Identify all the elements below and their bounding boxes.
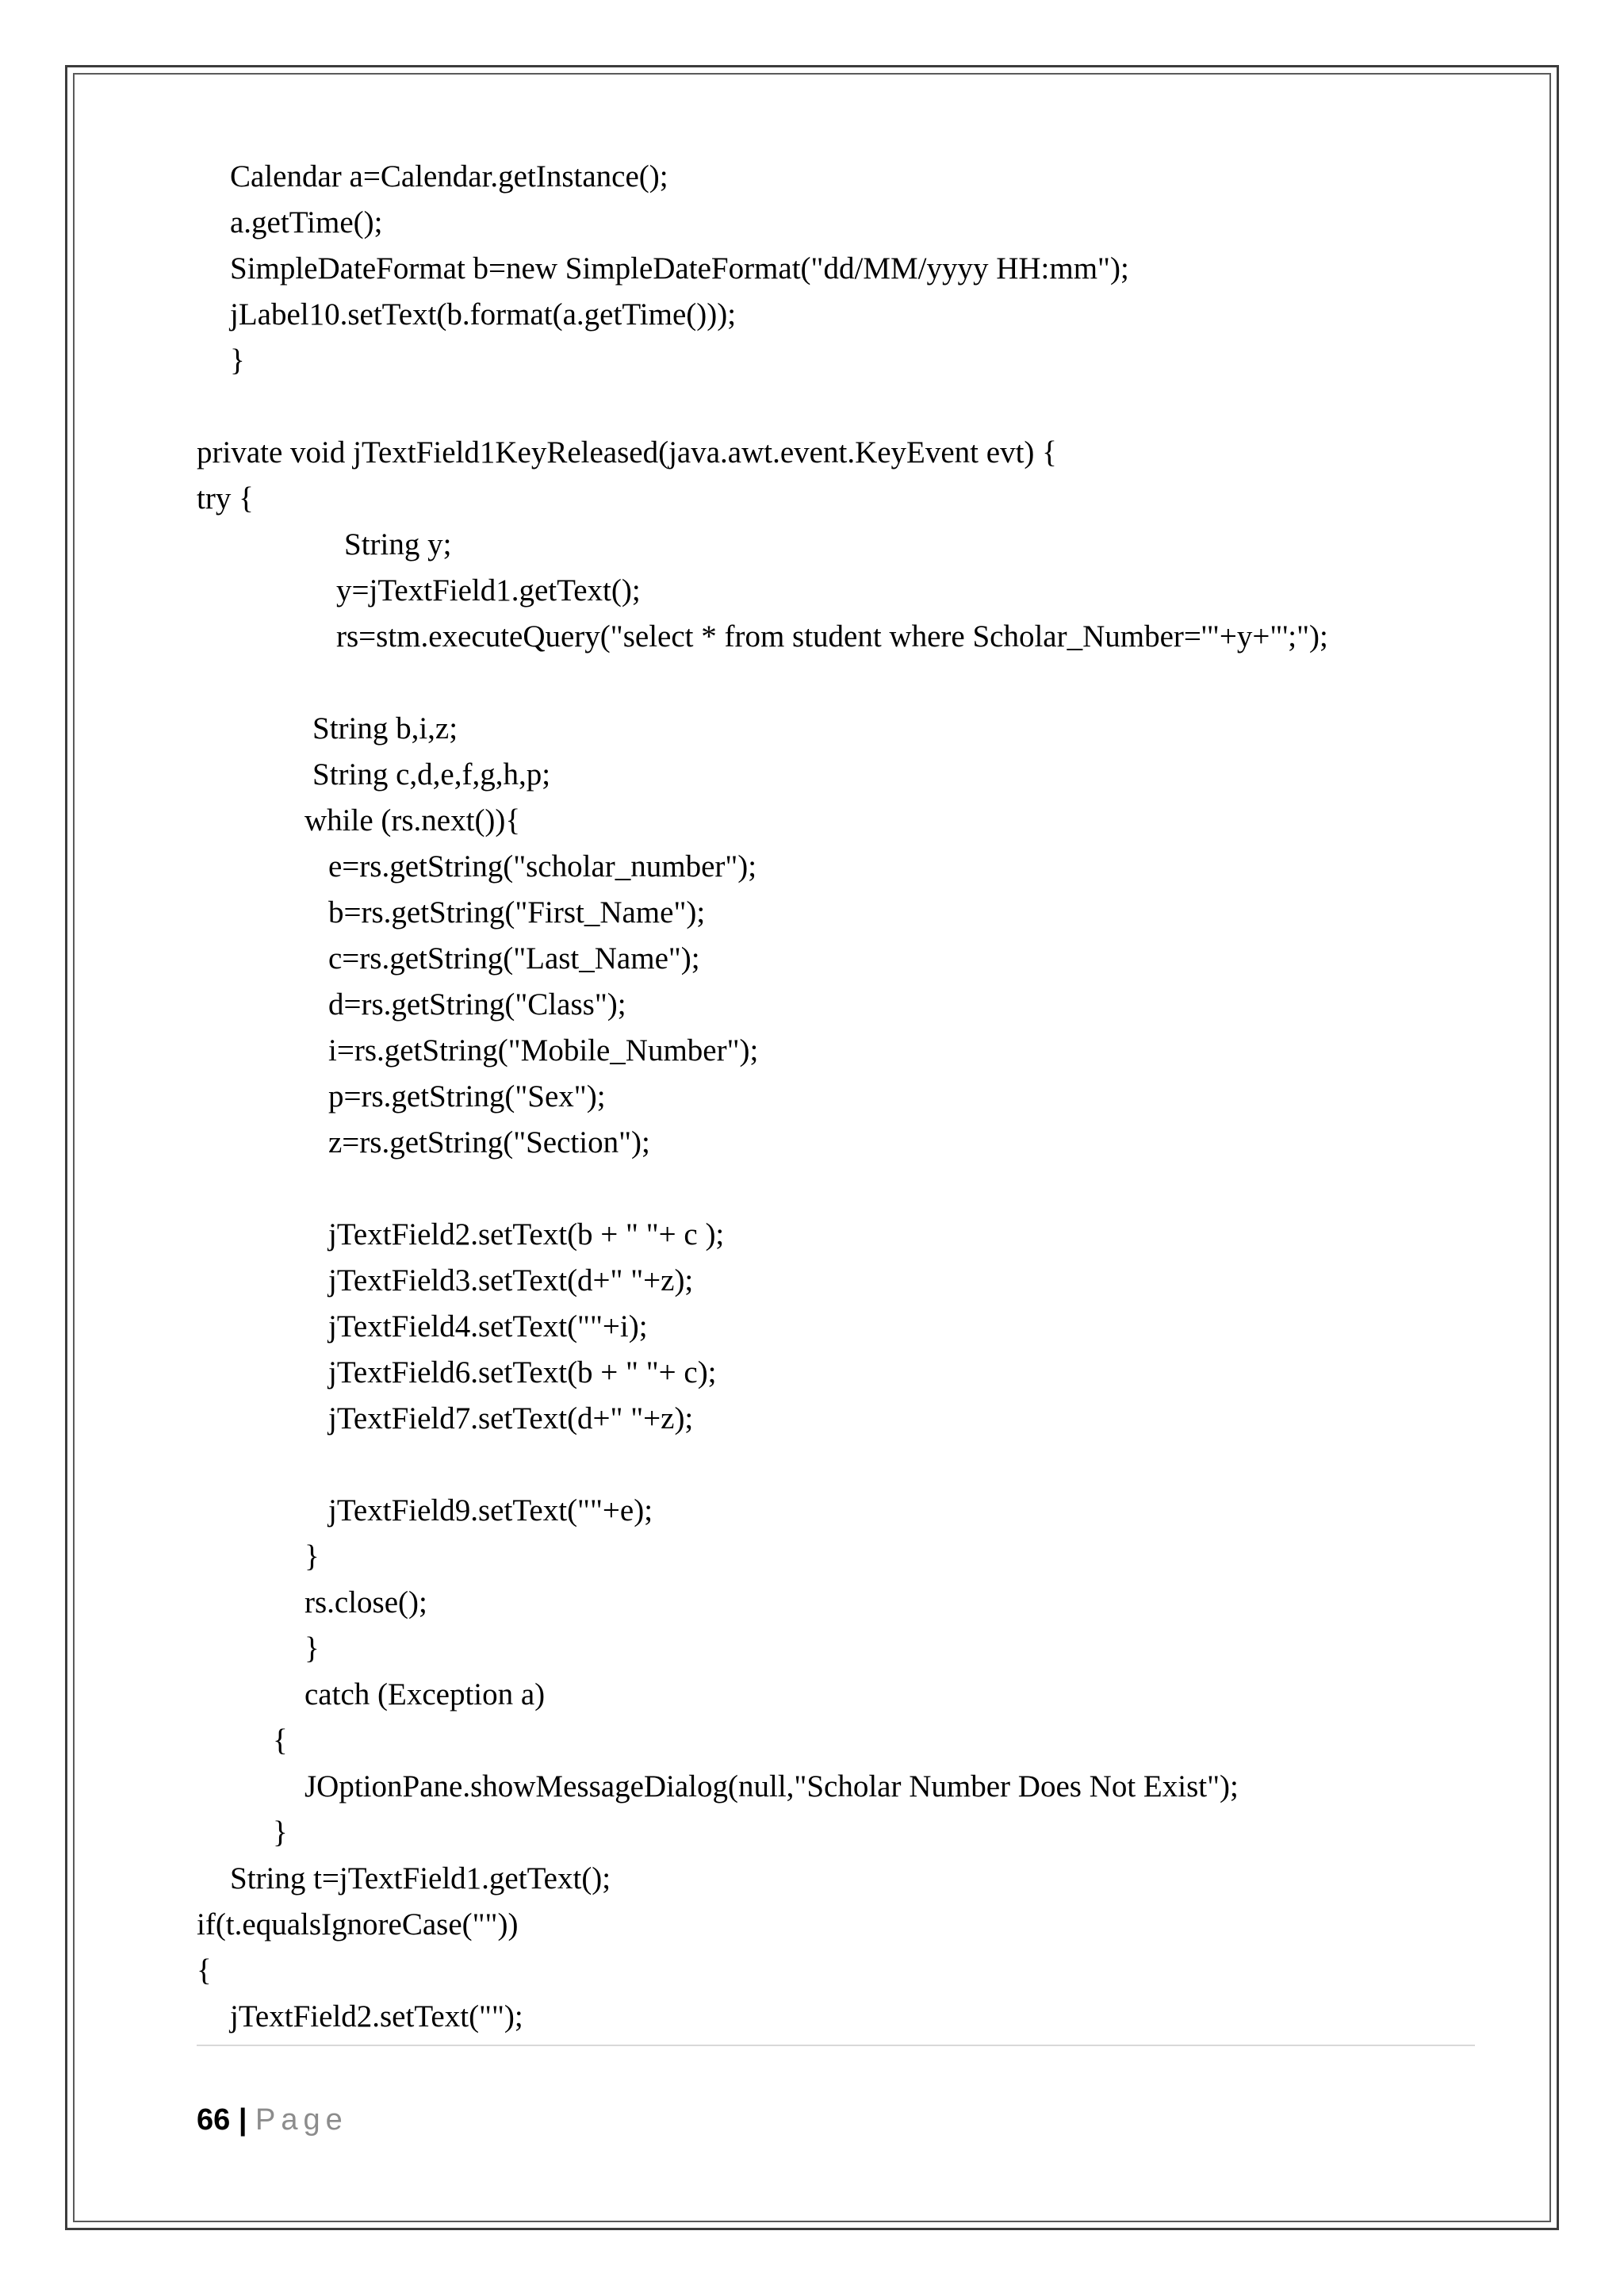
code-line: b=rs.getString("First_Name"); — [328, 895, 706, 930]
code-line: jTextField3.setText(d+" "+z); — [328, 1263, 694, 1297]
code-line: } — [304, 1631, 320, 1665]
code-line: jTextField4.setText(""+i); — [328, 1309, 648, 1343]
page-label: Page — [255, 2103, 348, 2137]
code-line: jTextField7.setText(d+" "+z); — [328, 1401, 694, 1435]
code-line: jTextField6.setText(b + " "+ c); — [328, 1355, 717, 1389]
code-line: if(t.equalsIgnoreCase("")) — [197, 1907, 519, 1941]
footer-divider — [197, 2045, 1475, 2046]
code-line: p=rs.getString("Sex"); — [328, 1079, 606, 1114]
code-line: c=rs.getString("Last_Name"); — [328, 941, 700, 976]
code-line: String y; — [344, 527, 452, 562]
code-line: a.getTime(); — [230, 205, 383, 240]
code-line: rs.close(); — [304, 1585, 427, 1619]
code-line: y=jTextField1.getText(); — [336, 573, 641, 608]
code-line: e=rs.getString("scholar_number"); — [328, 849, 757, 884]
code-line: z=rs.getString("Section"); — [328, 1125, 650, 1159]
code-line: jLabel10.setText(b.format(a.getTime())); — [230, 297, 737, 332]
page-number: 66 — [197, 2103, 231, 2137]
code-line: jTextField9.setText(""+e); — [328, 1493, 653, 1527]
code-line: { — [273, 1723, 288, 1757]
code-line: jTextField2.setText(""); — [230, 1999, 523, 2033]
code-line: try { — [197, 481, 254, 516]
code-line: String c,d,e,f,g,h,p; — [312, 757, 551, 792]
page-border-inner — [73, 73, 1551, 2222]
code-line: i=rs.getString("Mobile_Number"); — [328, 1033, 759, 1068]
code-line: Calendar a=Calendar.getInstance(); — [230, 159, 668, 194]
code-line: while (rs.next()){ — [304, 803, 521, 838]
code-line: SimpleDateFormat b=new SimpleDateFormat("dd/MM/yyyy HH:mm"); — [230, 251, 1129, 286]
code-line: } — [304, 1539, 320, 1573]
code-line: catch (Exception a) — [304, 1677, 546, 1711]
code-line: } — [230, 343, 245, 378]
code-line: private void jTextField1KeyReleased(java.awt.event.KeyEvent evt) { — [197, 435, 1057, 470]
code-line: rs=stm.executeQuery("select * from student where Scholar_Number='"+y+"';"); — [336, 619, 1328, 654]
code-line: String b,i,z; — [312, 711, 458, 746]
code-line: String t=jTextField1.getText(); — [230, 1861, 611, 1895]
code-line: { — [197, 1953, 212, 1987]
code-line: jTextField2.setText(b + " "+ c ); — [328, 1217, 725, 1251]
code-line: JOptionPane.showMessageDialog(null,"Scholar Number Does Not Exist"); — [304, 1769, 1239, 1803]
page-footer — [197, 2100, 348, 2140]
code-line: } — [273, 1815, 288, 1849]
code-line: d=rs.getString("Class"); — [328, 987, 626, 1022]
page-separator: | — [238, 2103, 247, 2137]
